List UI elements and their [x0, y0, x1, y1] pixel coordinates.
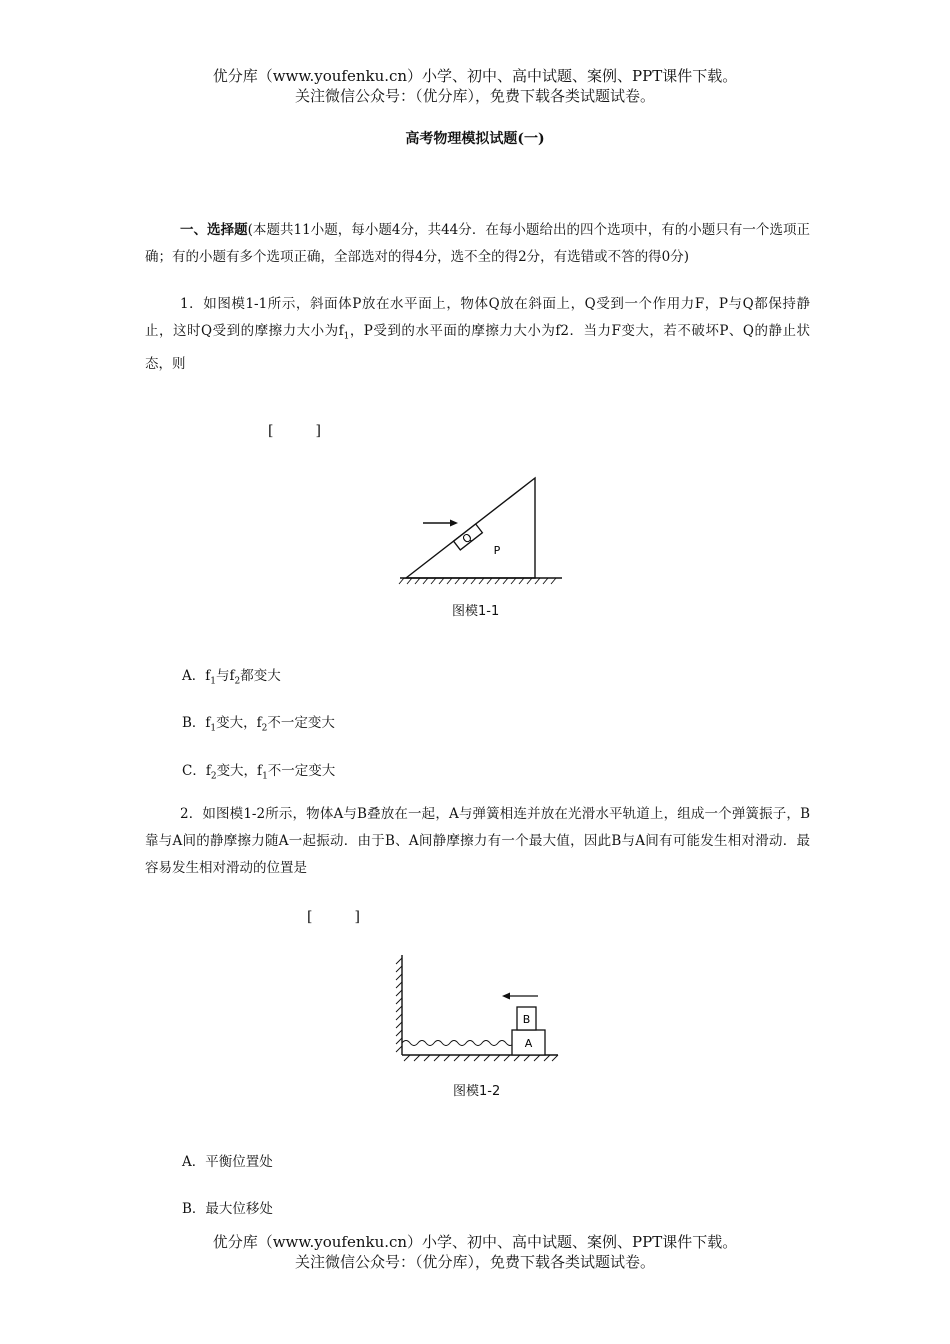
page-footer	[0, 1232, 950, 1272]
incline-ground	[399, 578, 562, 584]
q1-option-a-mid: 与f	[215, 668, 235, 684]
section-instructions	[145, 217, 810, 271]
q1-option-c-sub2: 1	[262, 771, 268, 782]
q1-subscript: 1	[343, 331, 350, 342]
block-b-label: B	[522, 1013, 531, 1026]
footer-line-1: 优分库（www.youfenku.cn）小学、初中、高中试题、案例、PPT课件下载。	[212, 1233, 738, 1251]
figure-spring-oscillator	[390, 950, 565, 1065]
q2-answer-bracket[interactable]: [ ]	[307, 909, 360, 925]
block-q-label: Q	[459, 530, 475, 547]
q2-option-a[interactable]: A．平衡位置处	[182, 1154, 273, 1170]
q1-text-part-b: ，P受到的水平面的摩擦力大小为f2．当力F变大，若不破坏P、Q的静止状态，则	[145, 323, 810, 372]
q1-option-c-mid: 变大，f	[216, 763, 263, 779]
q1-option-b-sub2: 2	[261, 723, 268, 734]
figure-1-1-caption: 图模1-1	[452, 604, 500, 619]
figure-1-2-caption: 图模1-2	[453, 1084, 501, 1099]
q1-answer-bracket[interactable]: [ ]	[268, 423, 321, 439]
q2-option-b[interactable]: B．最大位移处	[182, 1201, 273, 1217]
wall-left	[396, 955, 402, 1055]
q1-option-b-post: 不一定变大	[267, 715, 335, 731]
incline-p-label: P	[493, 544, 501, 557]
q1-option-c-post: 不一定变大	[267, 763, 336, 779]
figure-incline	[390, 470, 570, 585]
q1-option-c-pre: C．f	[182, 763, 211, 779]
q1-option-a-sub2: 2	[234, 676, 241, 687]
q1-option-a-pre: A．f	[182, 668, 211, 684]
page-title: 高考物理模拟试题(一)	[405, 131, 545, 147]
q1-option-a-sub1: 1	[210, 676, 216, 687]
section-text: (本题共11小题，每小题4分，共44分．在每小题给出的四个选项中，有的小题只有一个选项正确；有的小题有多个选项正确，全部选对的得4分，选不全的得2分，有选错或不答的得0分)	[145, 222, 810, 265]
question-1-text	[145, 291, 810, 378]
spring	[402, 1041, 516, 1046]
question-2-text: 2．如图模1-2所示，物体A与B叠放在一起，A与弹簧相连并放在光滑水平轨道上，组成一个弹簧振子，B靠与A间的静摩擦力随A一起振动．由于B、A间静摩擦力有一个最大值，因此B与A间有可能发生相对滑动．最容易发生相对滑动的位置是	[145, 806, 810, 876]
track-floor	[402, 1055, 558, 1061]
motion-arrow	[502, 993, 538, 1000]
block-a-label: A	[524, 1037, 533, 1050]
section-heading: 一、选择题	[180, 222, 248, 238]
header-line-2: 关注微信公众号：（优分库），免费下载各类试题试卷。	[294, 87, 655, 105]
footer-line-2: 关注微信公众号：（优分库），免费下载各类试题试卷。	[294, 1253, 655, 1271]
q1-text-part-a: 1．如图模1-1所示，斜面体P放在水平面上，物体Q放在斜面上，Q受到一个作用力F，P与Q都保持静止，这时Q受到的摩擦力大小为f	[145, 296, 810, 339]
q1-option-b-pre: B．f	[182, 715, 211, 731]
force-f-arrow	[423, 520, 458, 527]
q1-option-b-sub1: 1	[210, 723, 217, 734]
q1-option-b[interactable]	[182, 711, 335, 734]
header-line-1: 优分库（www.youfenku.cn）小学、初中、高中试题、案例、PPT课件下载。	[212, 67, 738, 85]
page-header	[0, 66, 950, 106]
q1-option-a-post: 都变大	[240, 668, 281, 684]
q1-option-a[interactable]	[182, 664, 281, 687]
q1-option-c-sub1: 2	[210, 771, 217, 782]
q1-option-c[interactable]	[182, 759, 335, 782]
q1-option-b-mid: 变大，f	[216, 715, 262, 731]
